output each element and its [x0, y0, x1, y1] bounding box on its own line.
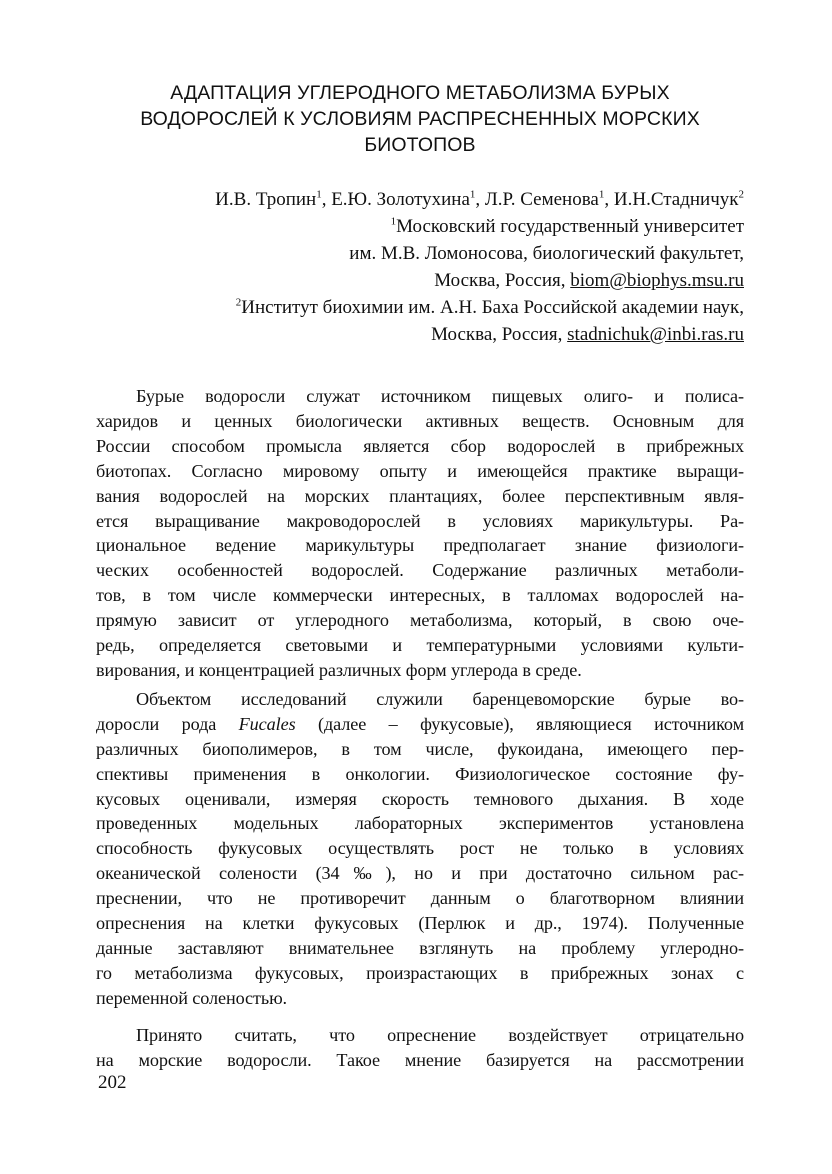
- taxon-name: Fucales: [238, 713, 296, 734]
- text-line: харидов и ценных биологически активных веществ. Основным для: [96, 410, 744, 431]
- text-line: различных биополимеров, в том числе, фукоидана, имеющего пер-: [96, 738, 744, 759]
- text-line: циональное ведение марикультуры предполагает знание физиологи-: [96, 535, 744, 556]
- text-line: го метаболизма фукусовых, произрастающих в прибрежных зонах с: [96, 962, 744, 983]
- author-name: И.В. Тропин: [215, 189, 317, 210]
- affiliation-location: Москва, Россия,: [431, 324, 568, 345]
- title-line-1: АДАПТАЦИЯ УГЛЕРОДНОГО МЕТАБОЛИЗМА БУРЫХ: [170, 82, 670, 104]
- author-affiliation-mark: 2: [738, 188, 744, 201]
- affiliation-text: Московский государственный университет: [396, 216, 744, 237]
- author-affiliation-mark: 1: [598, 188, 605, 201]
- text-line: опреснения на клетки фукусовых (Перлюк и др., 1974). Полученные: [96, 913, 744, 934]
- text-line: России способом промысла является сбор водорослей в прибрежных: [96, 435, 744, 456]
- text-line: способность фукусовых осуществлять рост не только в условиях: [96, 838, 744, 859]
- article-title: [96, 80, 744, 158]
- email-link[interactable]: biom@biophys.msu.ru: [570, 270, 744, 291]
- affiliation-text: Институт биохимии им. А.Н. Баха Российской академии наук,: [241, 297, 744, 318]
- title-line-2: ВОДОРОСЛЕЙ К УСЛОВИЯМ РАСПРЕСНЕННЫХ МОРСКИХ: [140, 108, 700, 130]
- email-link[interactable]: stadnichuk@inbi.ras.ru: [567, 324, 744, 345]
- paragraph-3: [96, 1023, 744, 1073]
- text-line: переменной соленостью.: [96, 987, 287, 1008]
- affiliation-mark: 2: [235, 296, 242, 309]
- text-line: прямую зависит от углеродного метаболизма, который, в свою оче-: [96, 610, 744, 631]
- page-content: [96, 80, 744, 1072]
- paragraph-2: [96, 687, 744, 1011]
- affiliation-2-line-2: [96, 321, 744, 348]
- author-name: , Е.Ю. Золотухина: [321, 189, 470, 210]
- text-line: на морские водоросли. Такое мнение базируется на рассмотрении: [96, 1049, 744, 1070]
- affiliation-1-line-3: [96, 267, 744, 294]
- paragraph-1: [96, 384, 744, 683]
- text-line: Объектом исследований служили баренцевоморские бурые во-: [136, 688, 744, 709]
- text-line: вания водорослей на морских плантациях, более перспективным явля-: [96, 485, 744, 506]
- text-line: вирования, и концентрацией различных форм углерода в среде.: [96, 659, 582, 680]
- text-line: океанической солености (34‰), но и при достаточно сильном рас-: [96, 863, 744, 884]
- text-line: биотопах. Согласно мировому опыту и имеющейся практике выращи-: [96, 460, 744, 481]
- affiliation-1-line-2: им. М.В. Ломоносова, биологический факультет,: [349, 243, 744, 264]
- text-line: [96, 712, 744, 737]
- authors-and-affiliations: [96, 186, 744, 348]
- text-run: (далее – фукусовые), являющиеся источником: [295, 713, 744, 734]
- author-list: [96, 186, 744, 213]
- text-line: данные заставляют внимательнее взглянуть на проблему углеродно-: [96, 937, 744, 958]
- text-run: доросли рода: [96, 713, 239, 734]
- text-line: проведенных модельных лабораторных экспериментов установлена: [96, 813, 744, 834]
- title-line-3: БИОТОПОВ: [364, 134, 476, 156]
- affiliation-2-line-1: [96, 294, 744, 321]
- affiliation-location: Москва, Россия,: [434, 270, 571, 291]
- author-name: , И.Н.Стадничук: [604, 189, 739, 210]
- page-number: 202: [98, 1072, 127, 1093]
- article-body: [96, 384, 744, 1072]
- text-line: спективы применения в онкологии. Физиологическое состояние фу-: [96, 763, 744, 784]
- text-line: тов, в том числе коммерчески интересных, в талломах водорослей на-: [96, 585, 744, 606]
- affiliation-1-line-1: [96, 213, 744, 240]
- author-name: , Л.Р. Семенова: [475, 189, 599, 210]
- text-line: Бурые водоросли служат источником пищевых олиго- и полиса-: [136, 386, 744, 406]
- text-line: ется выращивание макроводорослей в условиях марикультуры. Ра-: [96, 510, 744, 531]
- text-line: редь, определяется световыми и температурными условиями культи-: [96, 635, 744, 656]
- text-line: преснении, что не противоречит данным о благотворном влиянии: [96, 888, 744, 909]
- affiliation-mark: 1: [390, 215, 397, 228]
- author-affiliation-mark: 1: [316, 188, 322, 201]
- author-affiliation-mark: 1: [469, 188, 476, 201]
- text-line: Принято считать, что опреснение воздействует отрицательно: [136, 1024, 744, 1045]
- text-line: ческих особенностей водорослей. Содержание различных метаболи-: [96, 560, 744, 581]
- text-line: кусовых оценивали, измеряя скорость темнового дыхания. В ходе: [96, 788, 744, 809]
